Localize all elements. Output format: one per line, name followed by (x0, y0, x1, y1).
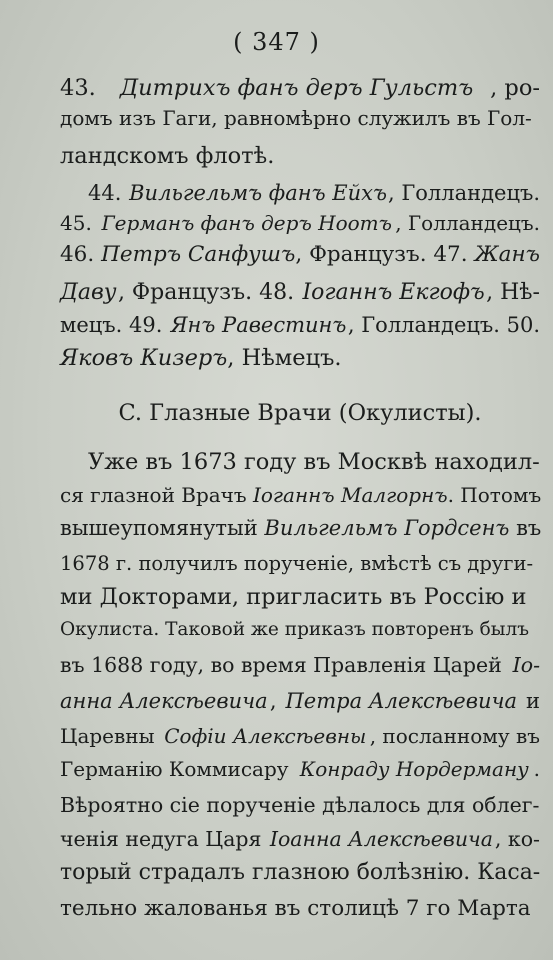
italic-name: Петра Алексѣевича (285, 689, 518, 713)
text-line (60, 615, 540, 645)
text-line (60, 650, 540, 680)
text-line (60, 73, 540, 103)
text-segment: , Голландецъ. (395, 211, 540, 235)
italic-name: Яковъ Кизеръ (60, 345, 228, 371)
text-segment: . Потомъ (447, 483, 542, 507)
text-segment: , (269, 689, 284, 713)
text-segment: торый страдалъ глазною болѣзнію. Каса- (60, 860, 541, 885)
text-segment: Уже въ 1673 году въ Москвѣ находил- (88, 449, 540, 475)
text-line (60, 858, 540, 888)
text-segment: ся глазной Врачъ (60, 483, 253, 507)
text-line (60, 103, 540, 133)
text-segment: , Голландецъ. (388, 181, 540, 205)
italic-name: анна Алексѣевича (60, 689, 268, 713)
text-line (60, 754, 540, 784)
text-line (60, 240, 540, 270)
italic-name: Іо- (512, 653, 540, 677)
text-segment: 46. (60, 242, 102, 267)
text-line (60, 824, 540, 854)
italic-name: Даву (60, 280, 117, 305)
text-segment: въ (509, 516, 542, 540)
text-segment: и (519, 689, 540, 713)
text-line (60, 343, 540, 373)
text-segment: , Нѣ- (486, 280, 540, 305)
text-segment: , Голландецъ. 50. (347, 313, 540, 337)
text-segment: 43. (60, 75, 103, 101)
text-segment: ми Докторами, пригласить въ Россію и (60, 584, 527, 610)
text-segment: , Французъ. 47. (295, 242, 475, 267)
text-line (60, 894, 540, 924)
text-segment: 44. (88, 181, 129, 205)
text-line (60, 790, 540, 820)
text-segment: . (533, 757, 540, 781)
text-segment: 1678 г. получилъ порученіе, вмѣстѣ съ други- (60, 552, 534, 575)
section-heading (60, 398, 540, 428)
text-line (60, 278, 540, 308)
text-line (88, 447, 540, 477)
italic-name: Жанъ (474, 242, 540, 267)
text-segment: , Французъ. 48. (117, 280, 302, 305)
text-segment: , ко- (494, 827, 540, 851)
text-line (60, 549, 540, 579)
page-number: ( 347 ) (233, 28, 320, 56)
text-line (88, 178, 540, 208)
text-line (60, 141, 540, 171)
italic-name: Вильгельмъ фанъ Ейхъ (129, 181, 387, 205)
text-segment: , ро- (490, 75, 540, 101)
italic-name: Іоанна Алексѣевича (269, 827, 494, 851)
italic-name: Вильгельмъ Гордсенъ (264, 516, 510, 540)
italic-name: Іоганнъ Екгофъ (302, 280, 485, 305)
text-segment: Вѣроятно сіе порученіе дѣлалось для облег- (60, 793, 540, 817)
text-line (60, 513, 540, 543)
text-segment: , Нѣмецъ. (227, 345, 342, 371)
text-segment: Германію Коммисару (60, 757, 295, 781)
italic-name: Іоганнъ Малгорнъ (252, 483, 448, 507)
italic-name: Дитрихъ фанъ деръ Гульстъ (119, 75, 474, 101)
text-line (60, 310, 540, 340)
text-segment: Окулиста. Таковой же приказъ повторенъ былъ (60, 619, 530, 640)
text-segment: , посланному въ (369, 724, 540, 748)
text-line (60, 208, 540, 238)
italic-name: Софіи Алексѣевны (164, 724, 367, 748)
italic-name: Янъ Равестинъ (170, 313, 347, 337)
text-segment: C. Глазные Врачи (Окулисты). (118, 400, 482, 426)
text-segment: 45. (60, 211, 99, 235)
text-segment: тельно жалованья въ столицѣ 7 го Марта (60, 896, 531, 921)
italic-name: Германъ фанъ деръ Ноотъ (101, 211, 392, 235)
italic-name: Петръ Санфушъ (101, 242, 296, 267)
text-line (60, 721, 540, 751)
text-segment: въ 1688 году, во время Правленія Царей (60, 653, 509, 677)
text-segment: ченія недуга Царя (60, 827, 268, 851)
text-segment: Царевны (60, 724, 161, 748)
text-line (60, 480, 540, 510)
text-segment: ландскомъ флотѣ. (60, 143, 275, 169)
text-segment: вышеупомянутый (60, 516, 265, 540)
italic-name: Конраду Нордерману (299, 757, 529, 781)
text-segment: мецъ. 49. (60, 313, 170, 337)
text-line (60, 686, 540, 716)
text-segment: домъ изъ Гаги, равномѣрно служилъ въ Гол- (60, 106, 532, 130)
text-line (60, 582, 540, 612)
